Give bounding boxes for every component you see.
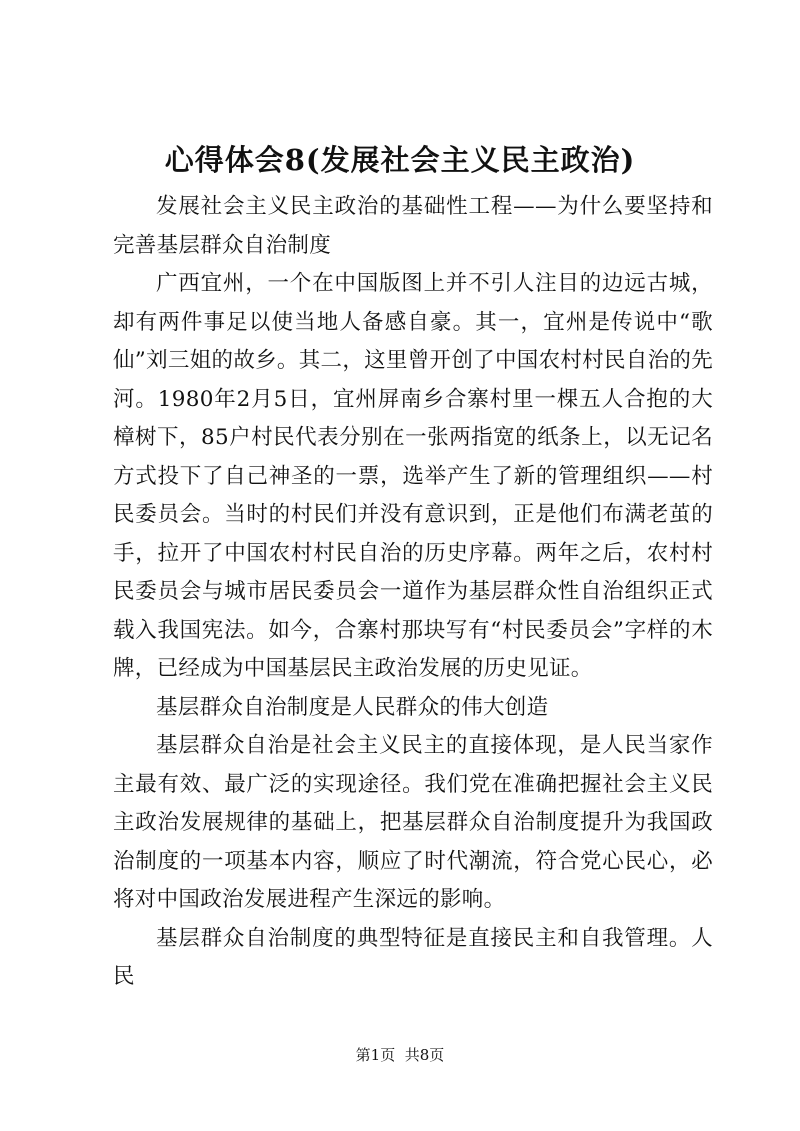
document-body <box>113 188 713 997</box>
page-number: 第1页 <box>355 1046 396 1064</box>
paragraph-section-heading: 基层群众自治制度是人民群众的伟大创造 <box>156 694 549 720</box>
paragraph-direct-democracy: 基层群众自治是社会主义民主的直接体现，是人民当家作主最有效、最广泛的实现途径。我们党在准确把握社会主义民主政治发展规律的基础上，把基层群众自治制度提升为我国政治制度的一项基本内容，顺应了时代潮流，符合党心民心，必将对中国政治发展进程产生深远的影响。 <box>113 733 713 912</box>
page-footer <box>0 1045 800 1065</box>
document-title: 心得体会8(发展社会主义民主政治) <box>164 143 636 177</box>
page-total: 共8页 <box>404 1046 445 1064</box>
paragraph-subtitle: 发展社会主义民主政治的基础性工程——为什么要坚持和完善基层群众自治制度 <box>113 194 713 258</box>
paragraph-typical-features: 基层群众自治制度的典型特征是直接民主和自我管理。人民 <box>113 925 713 989</box>
paragraph-guangxi-yizhou: 广西宜州，一个在中国版图上并不引人注目的边远古城，却有两件事足以使当地人备感自豪。其一，宜州是传说中“歌仙”刘三姐的故乡。其二，这里曾开创了中国农村村民自治的先河。1980年2月5日，宜州屏南乡合寨村里一棵五人合抱的大樟树下，85户村民代表分别在一张两指宽的纸条上，以无记名方式投下了自己神圣的一票，选举产生了新的管理组织——村民委员会。当时的村民们并没有意识到，正是他们布满老茧的手，拉开了中国农村村民自治的历史序幕。两年之后，农村村民委员会与城市居民委员会一道作为基层群众性自治组织正式载入我国宪法。如今，合寨村那块写有“村民委员会”字样的木牌，已经成为中国基层民主政治发展的历史见证。 <box>113 271 713 681</box>
footer-spacer <box>395 1046 405 1064</box>
